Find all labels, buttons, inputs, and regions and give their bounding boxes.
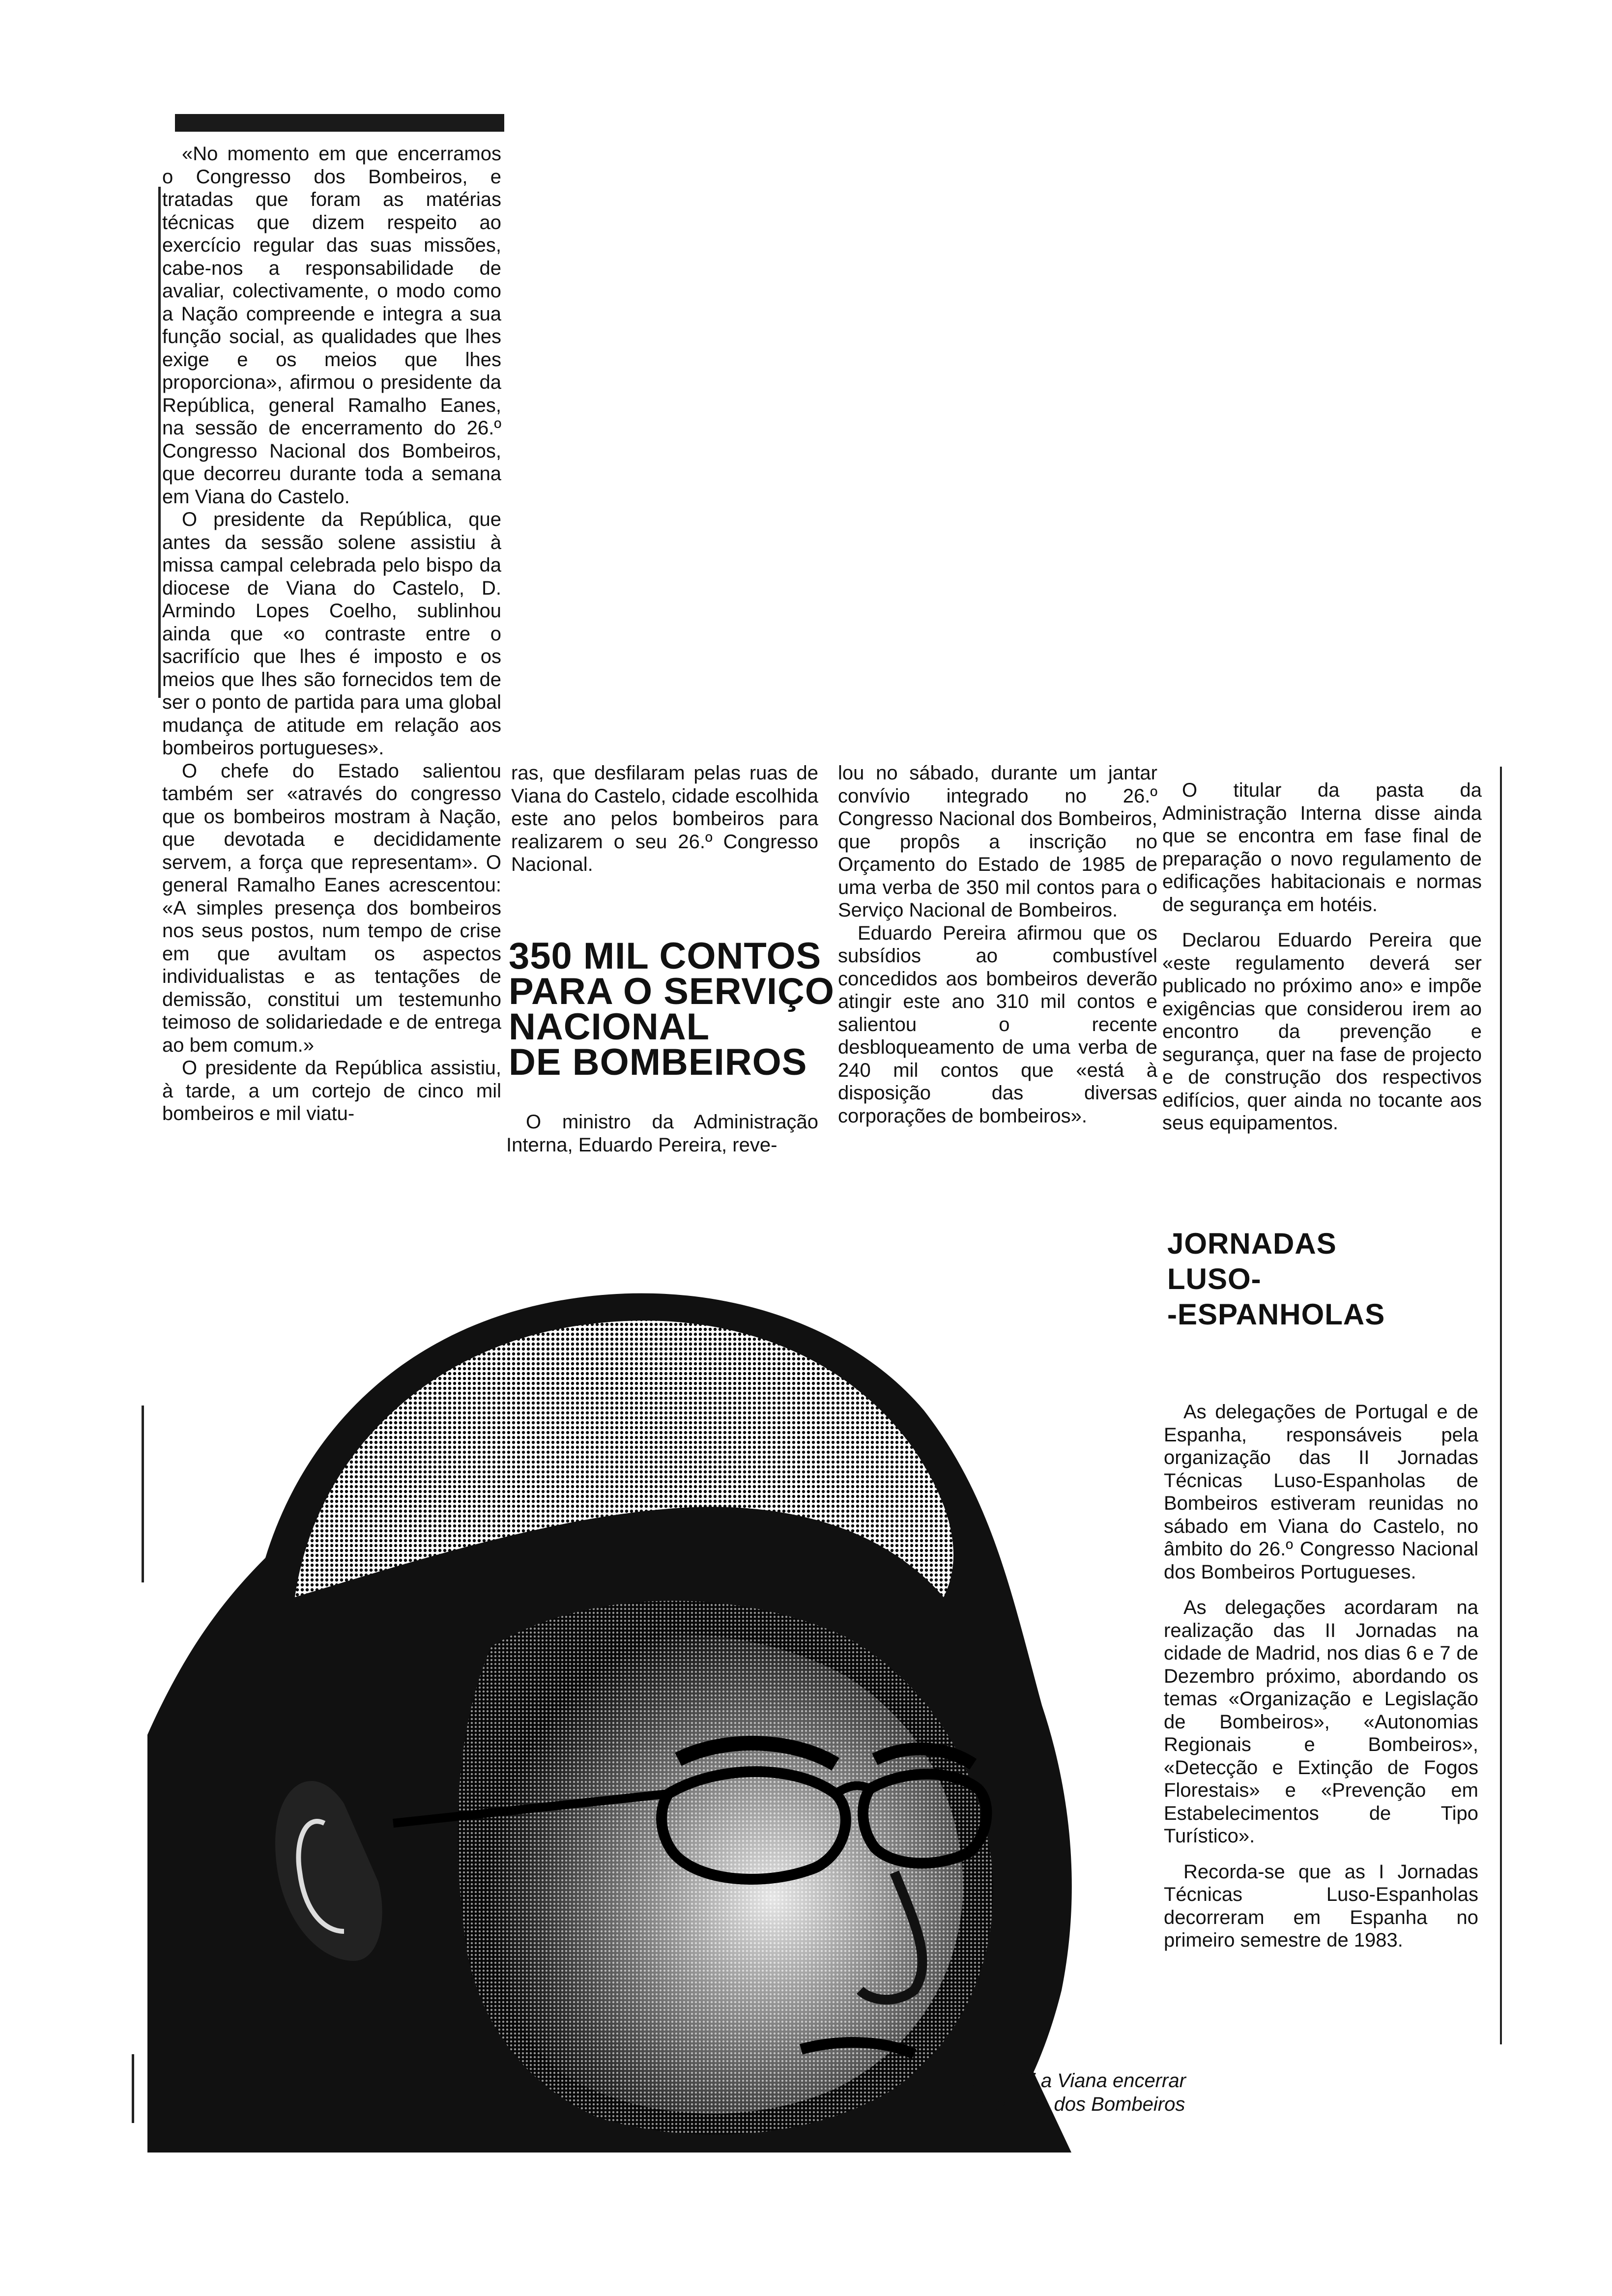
paragraph: O titular da pasta da Administração Interna disse ainda que se encontra em fase final de preparação o novo regulamento de edificações habitacionais e normas de segurança em hotéis. bbox=[1162, 779, 1482, 916]
paragraph: O ministro da Administração Interna, Eduardo Pereira, reve- bbox=[506, 1111, 818, 1156]
headline-jornadas bbox=[1167, 1226, 1385, 1332]
headline-line: -ESPANHOLAS bbox=[1167, 1298, 1385, 1331]
headline-line: DE BOMBEIROS bbox=[509, 1041, 807, 1083]
article-column-2b bbox=[506, 1111, 818, 1156]
right-margin-rule bbox=[1500, 767, 1502, 2044]
paragraph: As delegações de Portugal e de Espanha, responsáveis pela organização das II Jornadas Técnicas Luso-Espanholas de Bombeiros estiveram reunidas no sábado em Viana do Castelo, no âmbito do 26.º Congresso Nacional dos Bombeiros Portugueses. bbox=[1164, 1401, 1478, 1583]
top-rule-bar bbox=[175, 114, 504, 132]
article-column-4 bbox=[1162, 779, 1482, 1135]
paragraph: Recorda-se que as I Jornadas Técnicas Luso-Espanholas decorreram em Espanha no primeiro semestre de 1983. bbox=[1164, 1861, 1478, 1951]
photo-caption bbox=[953, 2069, 1186, 2116]
headline-350-mil-contos bbox=[509, 935, 835, 1083]
headline-line: NACIONAL bbox=[509, 1006, 710, 1048]
caption-line: Eanes foi a Viana encerrar bbox=[953, 2070, 1186, 2092]
paragraph: Eduardo Pereira afirmou que os subsídios ao combustível concedidos aos bombeiros deverão atingir este ano 310 mil contos e salientou o recente desbloqueamento de uma verba de 240 mil contos que «está à disposição das diversas corporações de bombeiros». bbox=[838, 922, 1157, 1127]
article-column-1 bbox=[162, 143, 501, 1125]
paragraph: «No momento em que encerramos o Congresso dos Bombeiros, e tratadas que foram as matérias técnicas que dizem respeito ao exercício regular das suas missões, cabe-nos a responsabilidade de avaliar, colectivamente, o modo como a Nação compreende e integra a sua função social, as qualidades que lhes exige e os meios que lhes proporciona», afirmou o presidente da República, general Ramalho Eanes, na sessão de encerramento do 26.º Congresso Nacional dos Bombeiros, que decorreu durante toda a semana em Viana do Castelo. bbox=[162, 143, 501, 508]
headline-line: LUSO- bbox=[1167, 1263, 1262, 1295]
article-column-2 bbox=[511, 762, 818, 876]
paragraph: lou no sábado, durante um jantar convívio integrado no 26.º Congresso Nacional dos Bombeiros, que propôs a inscrição no Orçamento do Estado de 1985 de uma verba de 350 mil contos para o Serviço Nacional de Bombeiros. bbox=[838, 762, 1157, 921]
caption-line: Congresso dos Bombeiros bbox=[953, 2094, 1185, 2115]
left-margin-rule-lower bbox=[142, 1406, 144, 1582]
article-column-3 bbox=[838, 762, 1157, 1127]
headline-line: JORNADAS bbox=[1167, 1227, 1337, 1260]
paragraph: O presidente da República, que antes da sessão solene assistiu à missa campal celebrada pelo bispo da diocese de Viana do Castelo, D. Armindo Lopes Coelho, sublinhou ainda que «o contraste entre o sacrifício que lhes é imposto e os meios que lhes são fornecidos tem de ser o ponto de partida para uma global mudança de atitude em relação aos bombeiros portugueses». bbox=[162, 509, 501, 759]
paragraph: ras, que desfilaram pelas ruas de Viana do Castelo, cidade escolhida este ano pelos bombeiros para realizarem o seu 26.º Congresso Nacional. bbox=[511, 762, 818, 875]
portrait-photo bbox=[147, 1155, 1170, 2152]
left-margin-rule bbox=[158, 187, 161, 698]
paragraph: O chefe do Estado salientou também ser «através do congresso que os bombeiros mostram à Nação, que devotada e decididamente servem, a força que representam». O general Ramalho Eanes acrescentou: «A simples presença dos bombeiros nos seus postos, num tempo de crise em que avultam os aspectos individualistas e as tentações de demissão, constitui um testemunho teimoso de solidariedade e de entrega ao bem comum.» bbox=[162, 760, 501, 1056]
paragraph: O presidente da República assistiu, à tarde, a um cortejo de cinco mil bombeiros e mil viatu- bbox=[162, 1057, 501, 1124]
left-margin-rule-bottom bbox=[132, 2054, 134, 2123]
headline-line: 350 MIL CONTOS bbox=[509, 935, 822, 977]
paragraph: As delegações acordaram na realização das II Jornadas na cidade de Madrid, nos dias 6 e 7 de Dezembro próximo, abordando os temas «Organização e Legislação de Bombeiros», «Autonomias Regionais e Bombeiros», «Detecção e Extinção de Fogos Florestais» e «Prevenção em Estabelecimentos de Tipo Turístico». bbox=[1164, 1597, 1478, 1847]
paragraph: Declarou Eduardo Pereira que «este regulamento deverá ser publicado no próximo ano» e impõe exigências que considerou irem ao encontro da prevenção e segurança, quer na fase de projecto e de construção dos respectivos edifícios, quer ainda no tocante aos seus equipamentos. bbox=[1162, 929, 1482, 1134]
article-column-5 bbox=[1164, 1401, 1478, 1952]
headline-line: PARA O SERVIÇO bbox=[509, 971, 835, 1012]
